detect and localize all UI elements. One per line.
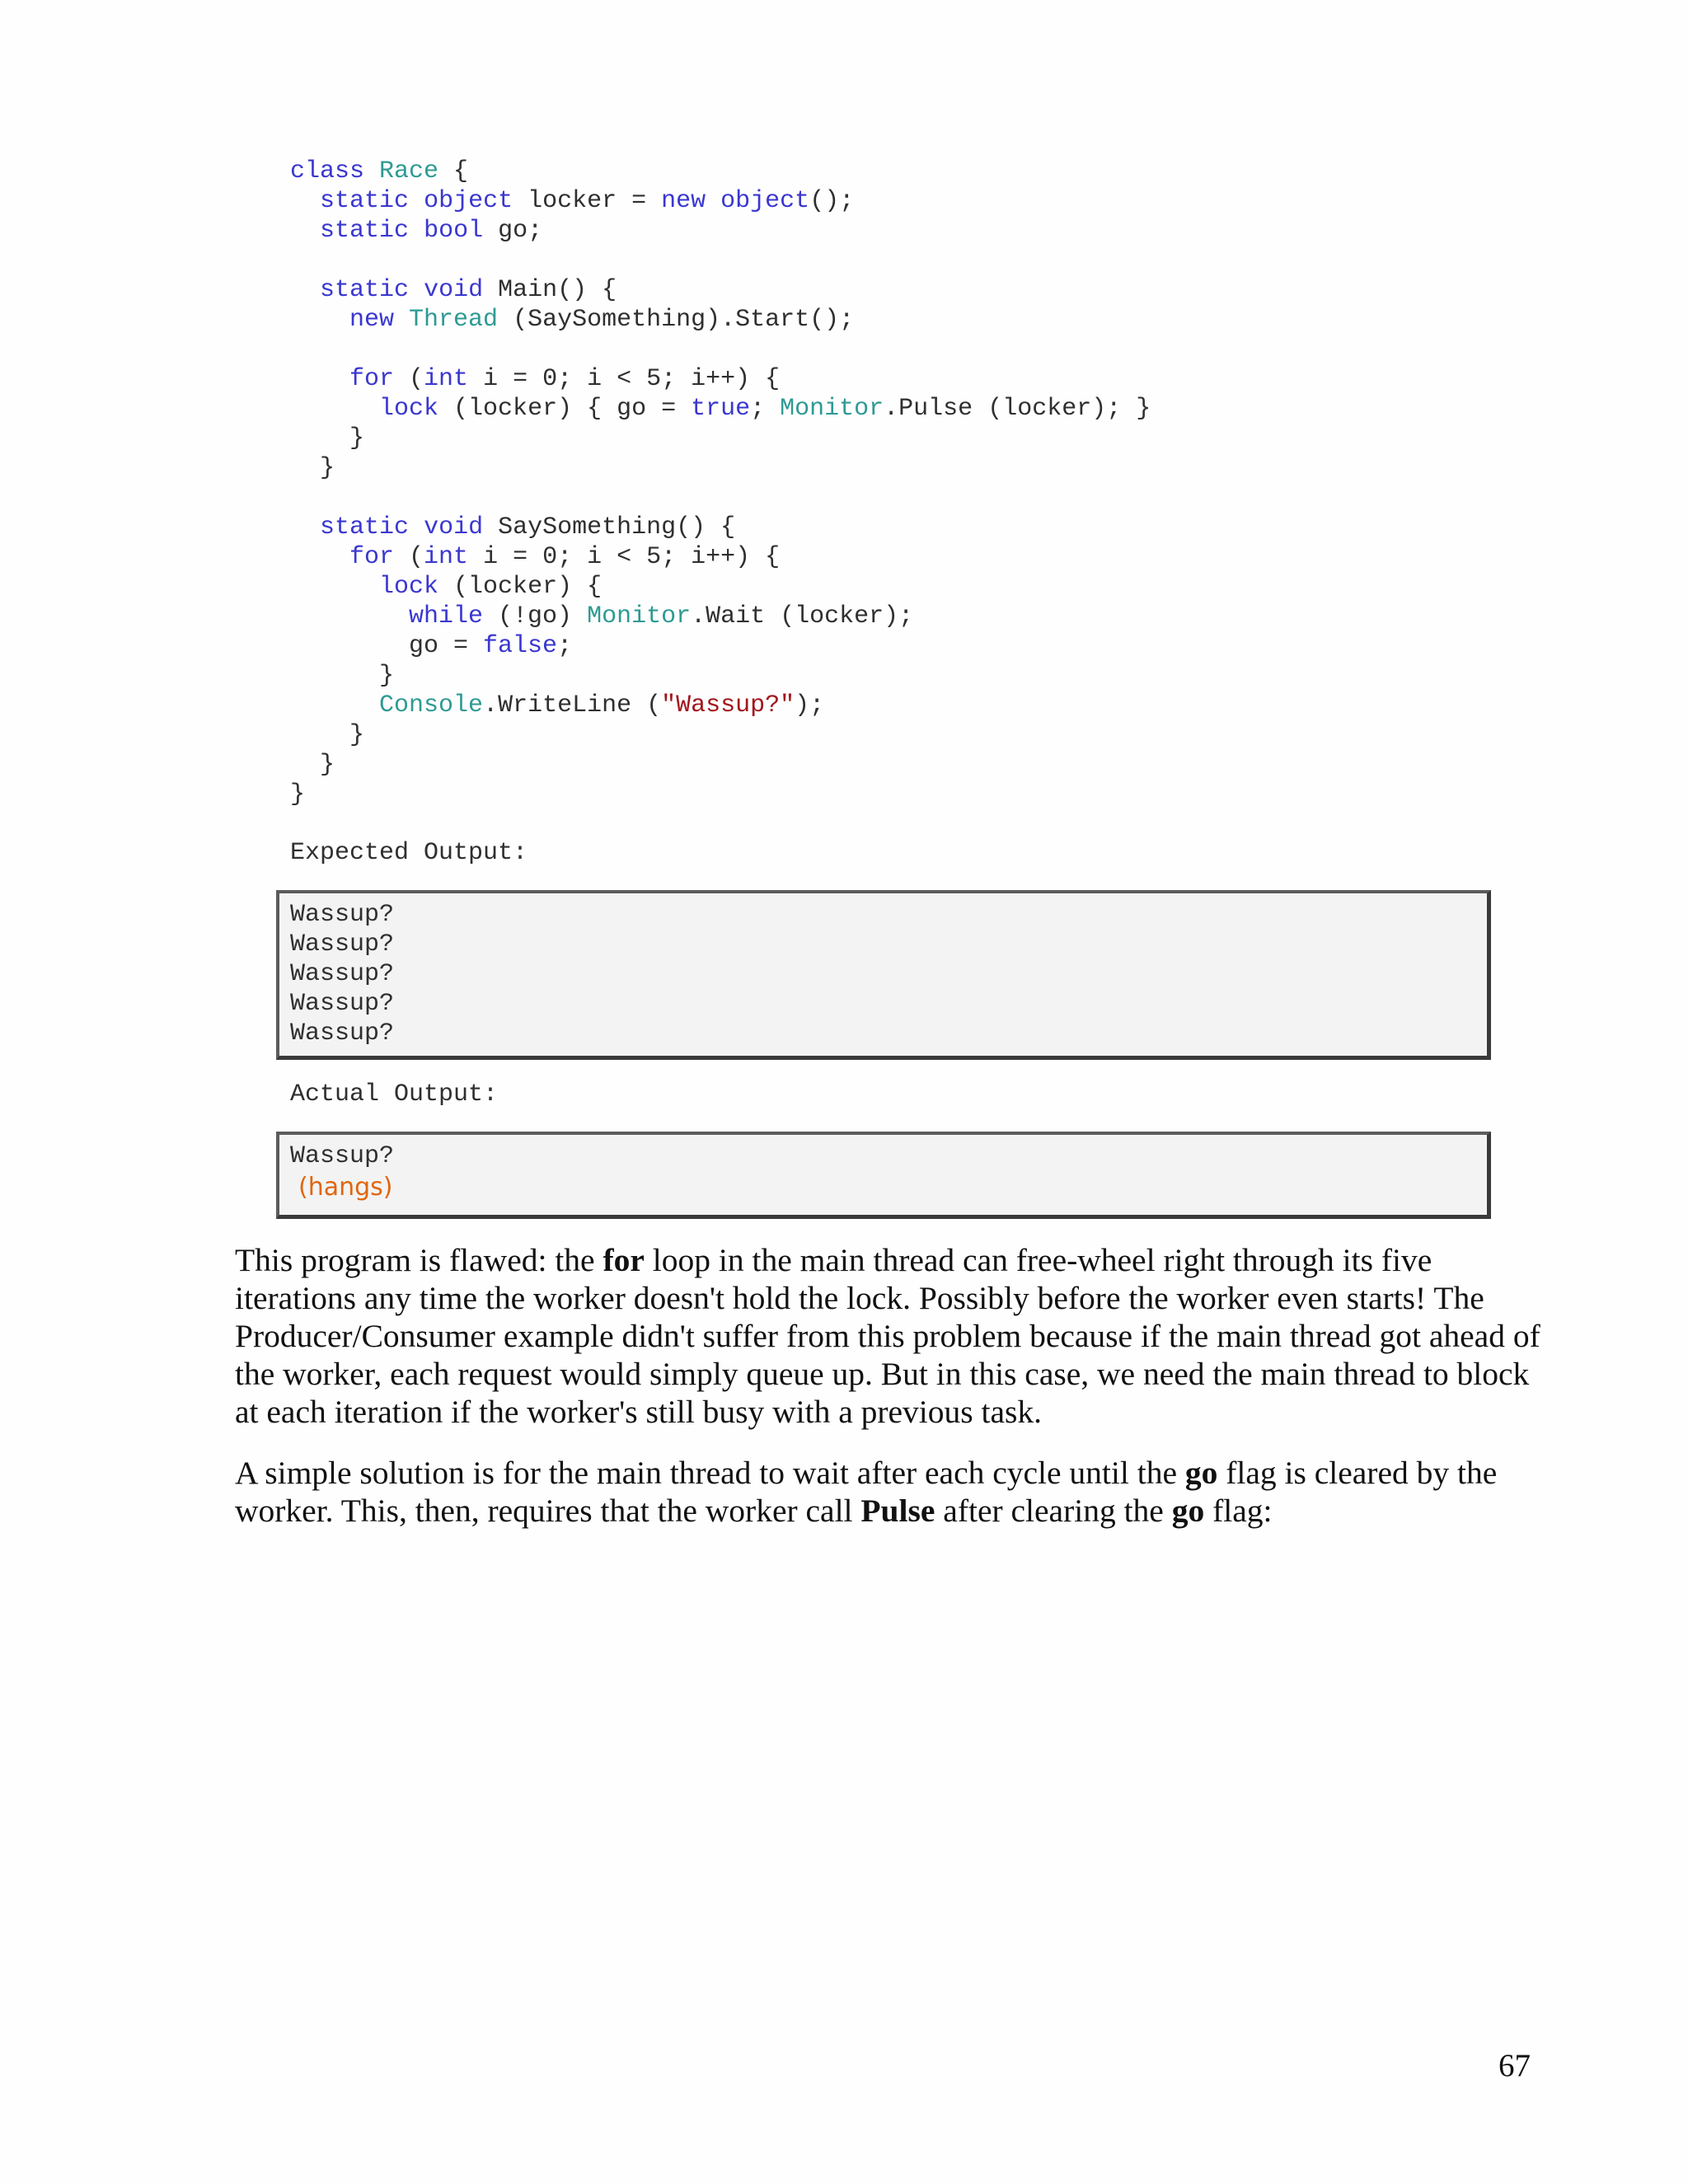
- code-line: static object locker = new object();: [320, 187, 855, 215]
- output-line: Wassup?: [290, 1142, 395, 1170]
- code-line: new Thread (SaySomething).Start();: [349, 306, 855, 334]
- code-line: }: [290, 780, 306, 808]
- code-line-blank: [290, 246, 1151, 275]
- code-line-blank: [290, 483, 1151, 513]
- output-line: Wassup?: [290, 990, 395, 1018]
- paragraph-solution: A simple solution is for the main thread to wait after each cycle until the go flag is cleared by the worker. This, then, requires that the worker call Pulse after clearing the go flag:: [235, 1455, 1498, 1529]
- code-line: static void SaySomething() {: [320, 513, 736, 541]
- code-line: class Race {: [290, 157, 469, 185]
- code-line: for (int i = 0; i < 5; i++) {: [349, 365, 781, 393]
- code-line: }: [349, 424, 365, 452]
- code-line: while (!go) Monitor.Wait (locker);: [409, 602, 914, 630]
- code-line: }: [349, 721, 365, 749]
- output-line: Wassup?: [290, 1019, 395, 1047]
- code-line: lock (locker) {: [379, 573, 603, 601]
- actual-output-label: Actual Output:: [290, 1080, 499, 1108]
- code-line: lock (locker) { go = true; Monitor.Pulse (locker); }: [379, 395, 1151, 423]
- code-line: }: [320, 751, 335, 779]
- output-line: Wassup?: [290, 930, 395, 958]
- code-line: }: [379, 662, 395, 690]
- expected-output-box: [276, 890, 1491, 1060]
- actual-output-box: [276, 1132, 1491, 1219]
- code-line: static void Main() {: [320, 276, 617, 304]
- page-number: 67: [1498, 2048, 1531, 2083]
- code-line-blank: [290, 335, 1151, 364]
- code-line: for (int i = 0; i < 5; i++) {: [349, 543, 781, 571]
- hangs-note: (hangs): [298, 1173, 393, 1202]
- code-line: }: [320, 454, 335, 482]
- paragraph-flaw: This program is flawed: the for loop in the main thread can free-wheel right through its five iterations any time the worker doesn't hold the lock. Possibly before the worker even starts! The Producer/Consumer example didn't suffer from this problem because if the main thread got ahead of the worker, each request would simply queue up. But in this case, we need the main thread to block at each iteration if the worker's still busy with a previous task.: [235, 1242, 1540, 1430]
- output-line: Wassup?: [290, 960, 395, 988]
- code-line: Console.WriteLine ("Wassup?");: [379, 691, 825, 719]
- code-line: go = false;: [409, 632, 573, 660]
- expected-output-label: Expected Output:: [290, 839, 528, 867]
- code-listing: [290, 157, 1151, 809]
- code-line: static bool go;: [320, 217, 543, 245]
- output-line: Wassup?: [290, 901, 395, 929]
